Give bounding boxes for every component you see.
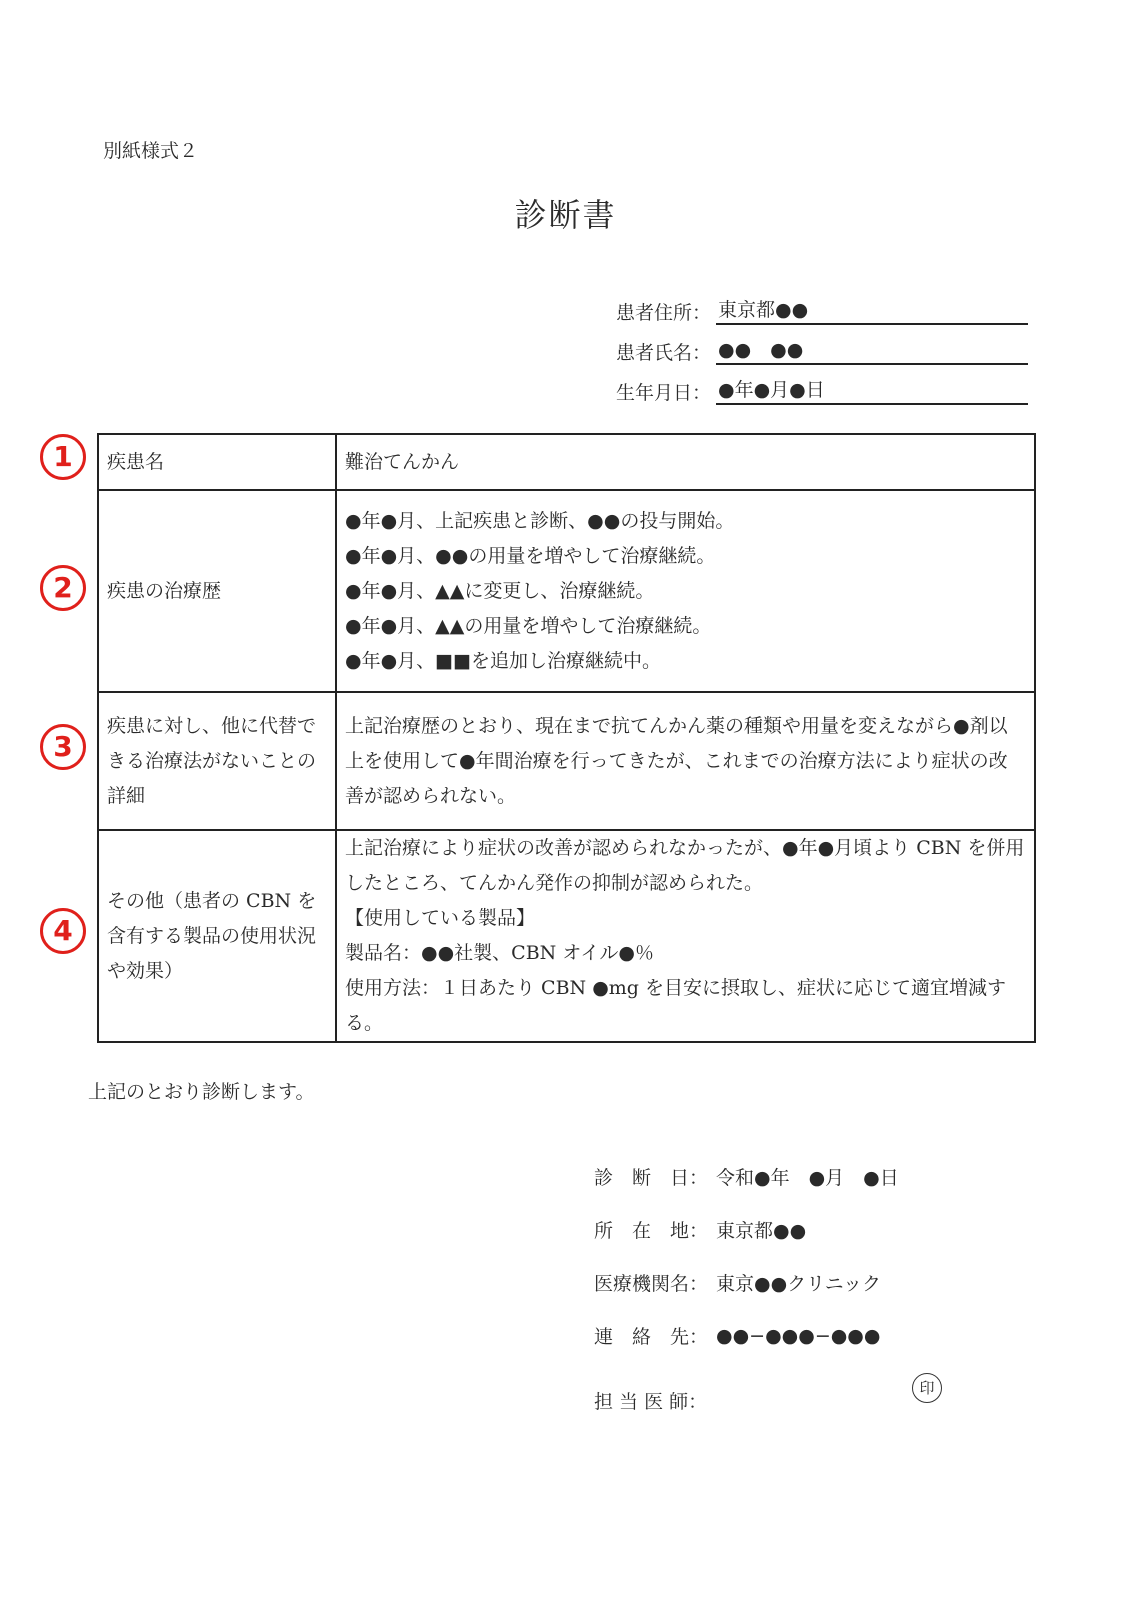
alternatives-content: 上記治療歴のとおり、現在まで抗てんかん薬の種類や用量を変えながら●剤以上を使用して●年間治療を行ってきたが、これまでの治療方法により症状の改善が認められない。 [336,692,1035,830]
patient-address-label: 患者住所： [616,302,712,324]
other-summary: 上記治療により症状の改善が認められなかったが、●年●月頃より CBN を併用したところ、てんかん発作の抑制が認められた。 [345,837,1025,894]
patient-dob-label: 生年月日： [616,382,712,404]
contact-value: ●●−●●●−●●● [716,1324,881,1347]
patient-name-value: ●● ●● [716,337,1028,365]
form-number: 別紙様式２ [103,140,199,162]
contact-label: 連 絡 先： [594,1326,709,1348]
product-name: 製品名：●●社製、CBN オイル●％ [345,942,654,964]
marker-1: 1 [40,434,86,480]
history-line: ●年●月、上記疾患と診断、●●の投与開始。 [345,509,735,532]
patient-address-value: 東京都●● [716,297,1028,325]
diagnosis-date-label: 診 断 日： [594,1167,709,1189]
marker-4: 4 [40,908,86,954]
patient-address-row [616,285,1028,325]
diagnosis-date-value: 令和●年 ●月 ●日 [716,1167,899,1189]
disease-name-header: 疾患名 [98,434,336,490]
patient-dob-row [616,365,1028,405]
products-heading: 【使用している製品】 [345,907,536,929]
alternatives-header: 疾患に対し、他に代替できる治療法がないことの詳細 [98,692,336,830]
history-line: ●年●月、▲▲の用量を増やして治療継続。 [345,614,712,637]
history-line: ●年●月、■■を追加し治療継続中。 [345,649,662,672]
history-line: ●年●月、▲▲に変更し、治療継続。 [345,579,655,602]
patient-name-row [616,325,1028,365]
institution-value: 東京●●クリニック [716,1273,882,1295]
institution-row [594,1256,974,1309]
table-row-alternatives [98,692,1035,830]
seal-mark: 印 [912,1373,942,1403]
diagnosis-date-row [594,1150,974,1203]
table-row-other [98,830,1035,1042]
doctor-label: 担 当 医 師： [594,1391,708,1413]
location-row [594,1203,974,1256]
history-line: ●年●月、●●の用量を増やして治療継続。 [345,544,716,567]
patient-dob-value: ●年●月●日 [716,377,1028,405]
diagnosis-table [97,433,1036,1043]
disease-name-value: 難治てんかん [336,434,1035,490]
other-header: その他（患者の CBN を含有する製品の使用状況や効果） [98,830,336,1042]
closing-statement: 上記のとおり診断します。 [88,1081,315,1103]
table-row-history [98,490,1035,692]
product-usage: 使用方法：１日あたり CBN ●mg を目安に摂取し、症状に応じて適宜増減する。 [345,977,1007,1034]
treatment-history-content [336,490,1035,692]
marker-3: 3 [40,724,86,770]
location-label: 所 在 地： [594,1220,709,1242]
location-value: 東京都●● [716,1220,807,1242]
treatment-history-header: 疾患の治療歴 [98,490,336,692]
other-content [336,830,1035,1042]
patient-info [616,285,1028,405]
table-row-disease [98,434,1035,490]
patient-name-label: 患者氏名： [616,342,712,364]
contact-row [594,1309,974,1362]
document-title: 診断書 [514,196,617,234]
institution-label: 医療機関名： [594,1273,709,1295]
marker-2: 2 [40,565,86,611]
